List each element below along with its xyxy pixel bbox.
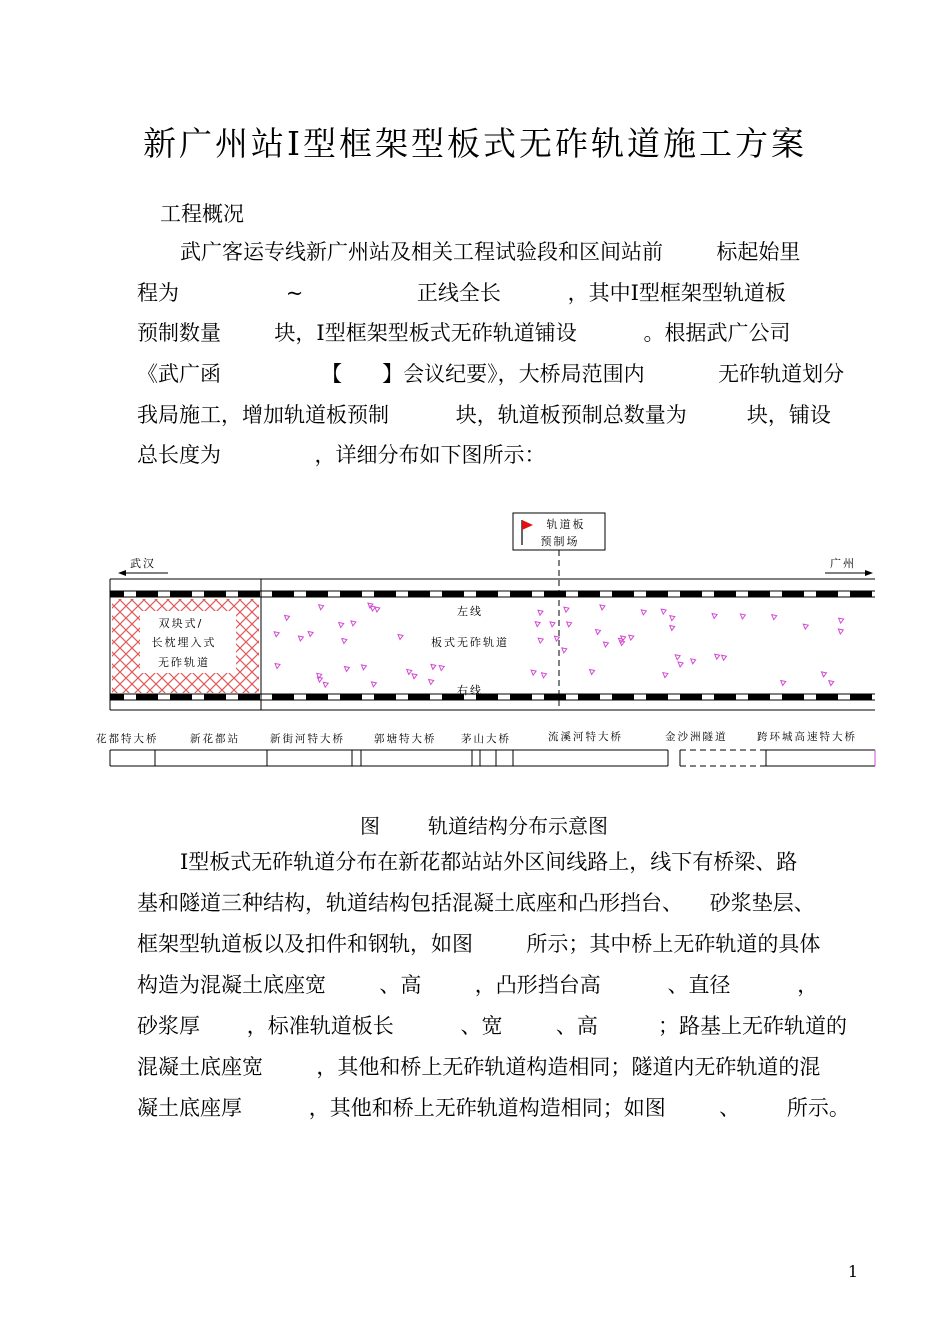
aggregate-mark [342,639,347,644]
aggregate-mark [298,636,303,641]
aggregate-mark [275,664,280,669]
aggregate-mark [439,666,444,671]
aggregate-mark [319,605,324,610]
aggregate-mark [541,673,546,678]
slab-track-label: 板式无砟轨道 [431,636,509,649]
para2-line: 砂浆厚 ，标准轨道板长 、宽 、高 ；路基上无砟轨道的 [137,1014,847,1038]
section-heading: 工程概况 [160,202,244,226]
aggregate-mark [675,655,680,660]
structure-strip [110,750,875,766]
factory-label-2: 预制场 [540,535,580,548]
para2-line: 构造为混凝土底座宽 、高 ，凸形挡台高 、直径 ， [137,973,819,997]
aggregate-mark [603,642,608,647]
figure-caption-prefix: 图 [360,814,380,838]
page-title: 新广州站Ⅰ型框架型板式无砟轨道施工方案 [142,124,808,163]
aggregate-mark [691,659,696,664]
structure-label: 新花都站 [190,733,240,745]
right-line-label: 右线 [457,684,483,697]
aggregate-mark [595,629,600,634]
aggregate-mark [803,624,808,629]
structure-label: 茅山大桥 [461,733,511,745]
aggregate-mark [564,607,569,612]
aggregate-mark [715,654,720,659]
factory-label-1: 轨道板 [546,518,586,531]
aggregate-mark [781,680,786,685]
aggregate-mark [531,670,536,675]
left-zone-label-2: 长枕埋入式 [151,636,217,649]
aggregate-mark [838,629,843,634]
structure-label: 新街河特大桥 [270,733,345,745]
aggregate-mark [375,607,380,612]
para2-line: 混凝土底座宽 ，其他和桥上无砟轨道构造相同；隧道内无砟轨道的混 [137,1055,821,1079]
aggregate-mark [344,666,349,671]
aggregate-mark [661,609,666,614]
aggregate-mark [829,681,834,686]
para1-line: 程为 ~ 正线全长 ，其中Ⅰ型框架型轨道板 [137,281,786,305]
aggregate-mark [538,610,543,615]
aggregate-mark [308,631,313,636]
aggregate-mark [371,682,376,687]
aggregate-mark [431,664,436,669]
aggregate-mark [323,682,328,687]
structure-label: 花都特大桥 [96,733,159,745]
aggregate-mark [740,614,745,619]
aggregate-mark [538,638,543,643]
aggregate-mark [641,610,646,615]
structure-label: 流溪河特大桥 [548,731,623,743]
left-zone-label-3: 无砟轨道 [158,656,210,669]
left-line-rail [110,591,875,597]
left-zone-label-1: 双块式/ [158,617,204,630]
aggregate-mark [285,615,290,620]
para2-line: 框架型轨道板以及扣件和钢轨，如图 所示；其中桥上无砟轨道的具体 [137,932,821,956]
structure-label: 金沙洲隧道 [665,731,728,743]
page-number: 1 [847,1262,858,1281]
aggregate-mark [670,625,675,630]
aggregate-mark [550,622,555,627]
dir-right-label: 广州 [830,557,856,570]
arrow-left-icon [118,570,126,576]
left-line-label: 左线 [457,605,483,618]
aggregate-mark [339,623,344,628]
aggregate-mark [678,662,683,667]
aggregate-mark [398,634,403,639]
aggregate-mark [567,622,572,627]
para1-line: 预制数量 块，Ⅰ型框架型板式无砟轨道铺设 。根据武广公司 [137,321,791,345]
aggregate-mark [351,621,356,626]
aggregate-mark [535,622,540,627]
structure-label: 跨环城高速特大桥 [757,731,857,743]
aggregate-mark [670,616,675,621]
aggregate-mark [629,635,634,640]
para2-line: Ⅰ型板式无砟轨道分布在新花都站站外区间线路上，线下有桥梁、路 [180,850,798,874]
para1-line: 我局施工，增加轨道板预制 块，轨道板预制总数量为 块，铺设 [137,403,831,427]
aggregate-mark [839,618,844,623]
aggregate-mark [663,673,668,678]
dir-left-label: 武汉 [130,557,156,570]
structure-label: 郭塘特大桥 [374,733,437,745]
figure-caption: 轨道结构分布示意图 [428,814,608,838]
aggregate-mark [412,674,417,679]
aggregate-mark [722,655,727,660]
aggregate-mark [772,615,777,620]
para1-line: 总长度为 ，详细分布如下图所示： [137,443,546,467]
para1-line: 《武广函 【 】会议纪要》，大桥局范围内 无砟轨道划分 [137,362,845,386]
aggregate-mark [620,641,625,646]
arrow-right-icon [865,570,873,576]
aggregate-mark [600,605,605,610]
aggregate-mark [821,672,826,677]
aggregate-mark [274,632,279,637]
para1-line: 武广客运专线新广州站及相关工程试验段和区间站前 标起始里 [180,240,801,264]
aggregate-mark [562,648,567,653]
aggregate-mark [361,665,366,670]
para2-line: 凝土底座厚 ，其他和桥上无砟轨道构造相同；如图 、 所示。 [137,1096,850,1120]
aggregate-mark [712,614,717,619]
para2-line: 基和隧道三种结构，轨道结构包括混凝土底座和凸形挡台、 砂浆垫层、 [137,891,815,915]
aggregate-mark [429,680,434,685]
aggregate-mark [317,677,322,682]
aggregate-mark [407,669,412,674]
right-line-rail [110,694,875,700]
aggregate-mark [590,669,595,674]
